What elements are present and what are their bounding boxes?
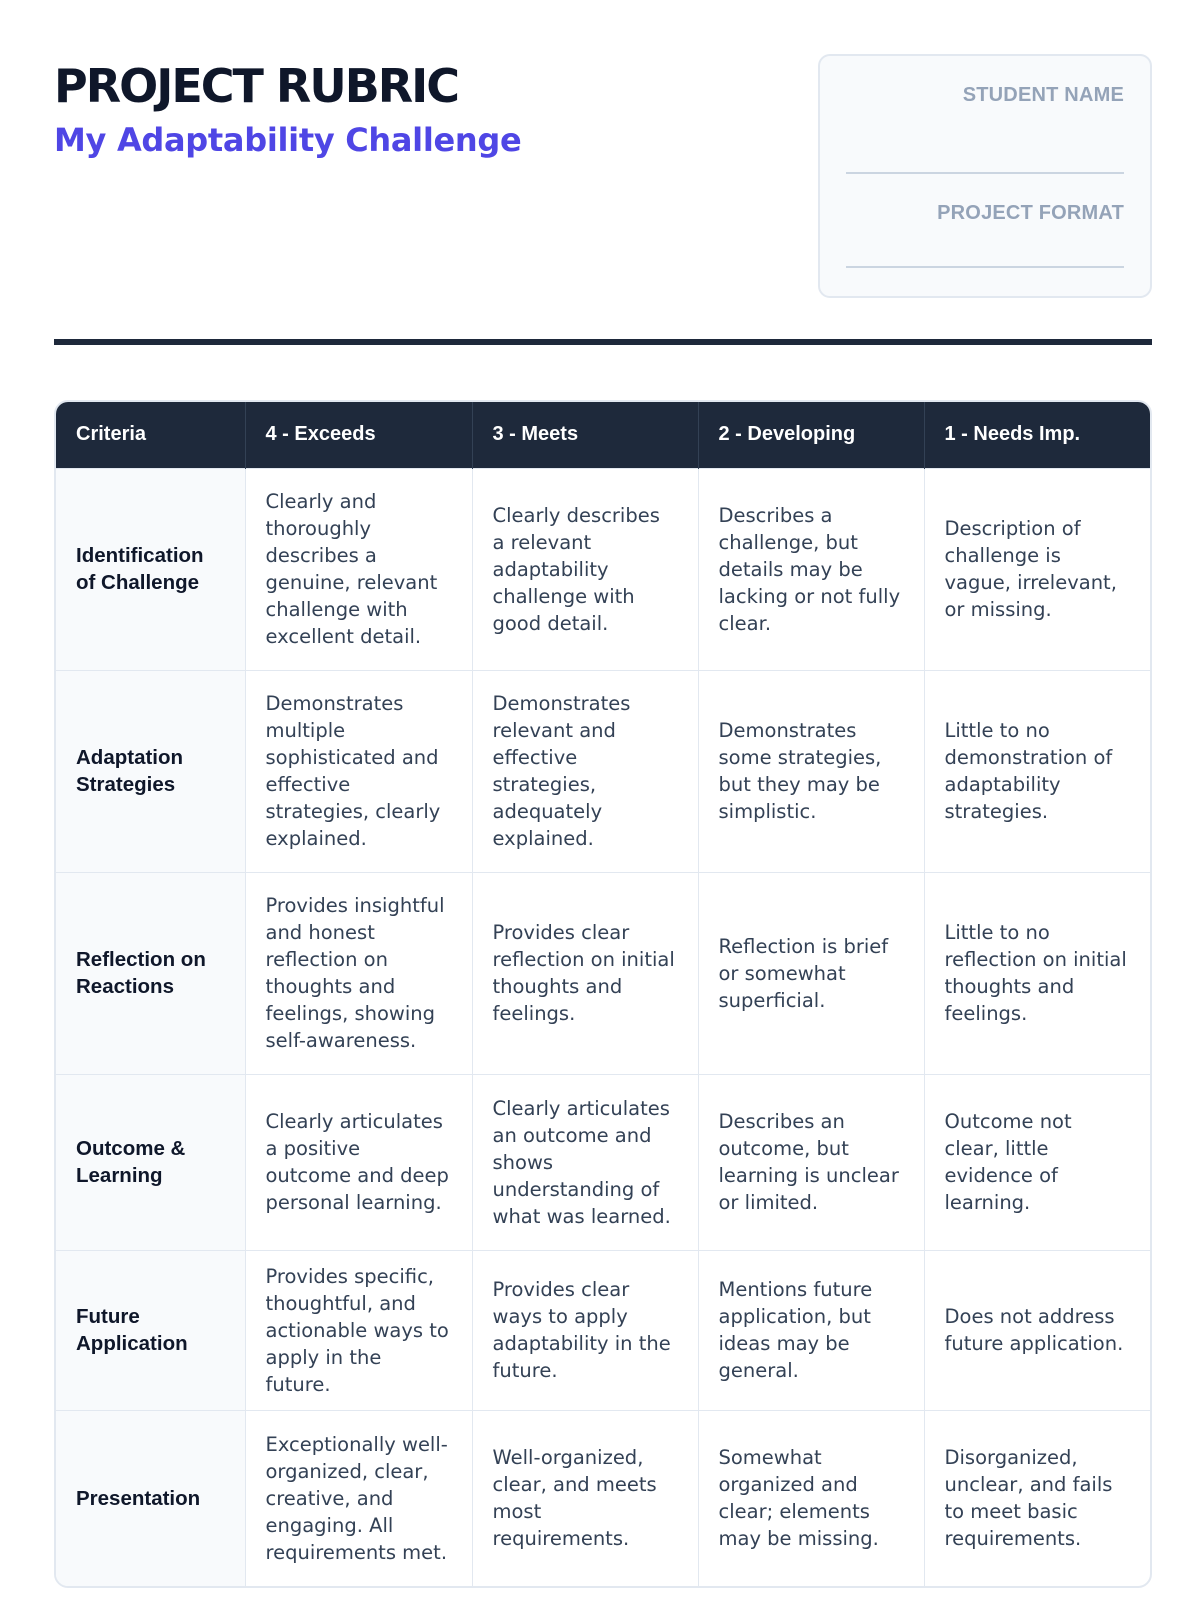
rubric-cell: Does not address future application. [924, 1250, 1150, 1410]
page-subtitle: My Adaptability Challenge [54, 121, 522, 159]
column-header-developing: 2 - Developing [698, 402, 924, 468]
rubric-cell: Provides clear reflection on initial thoughts and feelings. [472, 872, 698, 1074]
rubric-cell: Description of challenge is vague, irrelevant, or missing. [924, 468, 1150, 670]
column-header-criteria: Criteria [56, 402, 245, 468]
criteria-cell: Outcome & Learning [56, 1074, 245, 1250]
table-row [56, 1250, 1150, 1410]
rubric-cell: Clearly articulates a positive outcome and deep personal learning. [245, 1074, 472, 1250]
project-format-line[interactable] [846, 266, 1124, 268]
header-divider [54, 339, 1152, 345]
criteria-cell: Identification of Challenge [56, 468, 245, 670]
table-row [56, 468, 1150, 670]
rubric-cell: Provides clear ways to apply adaptability in the future. [472, 1250, 698, 1410]
rubric-header-row [56, 402, 1150, 468]
rubric-cell: Exceptionally well-organized, clear, creative, and engaging. All requirements met. [245, 1410, 472, 1586]
column-header-exceeds: 4 - Exceeds [245, 402, 472, 468]
criteria-cell: Presentation [56, 1410, 245, 1586]
rubric-cell: Clearly describes a relevant adaptability challenge with good detail. [472, 468, 698, 670]
rubric-table-container [54, 400, 1152, 1588]
rubric-cell: Demonstrates multiple sophisticated and effective strategies, clearly explained. [245, 670, 472, 872]
rubric-cell: Demonstrates some strategies, but they may be simplistic. [698, 670, 924, 872]
rubric-cell: Reflection is brief or somewhat superficial. [698, 872, 924, 1074]
rubric-cell: Little to no reflection on initial thoughts and feelings. [924, 872, 1150, 1074]
criteria-cell: Adaptation Strategies [56, 670, 245, 872]
rubric-cell: Somewhat organized and clear; elements may be missing. [698, 1410, 924, 1586]
rubric-cell: Provides insightful and honest reflection on thoughts and feelings, showing self-awareness. [245, 872, 472, 1074]
criteria-cell: Future Application [56, 1250, 245, 1410]
rubric-cell: Describes an outcome, but learning is unclear or limited. [698, 1074, 924, 1250]
rubric-cell: Well-organized, clear, and meets most requirements. [472, 1410, 698, 1586]
table-row [56, 1074, 1150, 1250]
table-row [56, 670, 1150, 872]
table-row [56, 872, 1150, 1074]
rubric-cell: Describes a challenge, but details may be lacking or not fully clear. [698, 468, 924, 670]
rubric-cell: Demonstrates relevant and effective strategies, adequately explained. [472, 670, 698, 872]
criteria-cell: Reflection on Reactions [56, 872, 245, 1074]
rubric-cell: Disorganized, unclear, and fails to meet basic requirements. [924, 1410, 1150, 1586]
column-header-meets: 3 - Meets [472, 402, 698, 468]
rubric-cell: Provides specific, thoughtful, and actionable ways to apply in the future. [245, 1250, 472, 1410]
rubric-cell: Outcome not clear, little evidence of learning. [924, 1074, 1150, 1250]
rubric-cell: Little to no demonstration of adaptability strategies. [924, 670, 1150, 872]
student-info-card [818, 54, 1152, 298]
rubric-cell: Mentions future application, but ideas may be general. [698, 1250, 924, 1410]
rubric-table [56, 402, 1150, 1586]
rubric-cell: Clearly articulates an outcome and shows understanding of what was learned. [472, 1074, 698, 1250]
student-name-line[interactable] [846, 172, 1124, 174]
column-header-needs-improvement: 1 - Needs Imp. [924, 402, 1150, 468]
student-name-label: STUDENT NAME [962, 84, 1124, 106]
table-row [56, 1410, 1150, 1586]
project-format-label: PROJECT FORMAT [937, 202, 1124, 224]
page-title: PROJECT RUBRIC [54, 59, 459, 113]
rubric-cell: Clearly and thoroughly describes a genuine, relevant challenge with excellent detail. [245, 468, 472, 670]
